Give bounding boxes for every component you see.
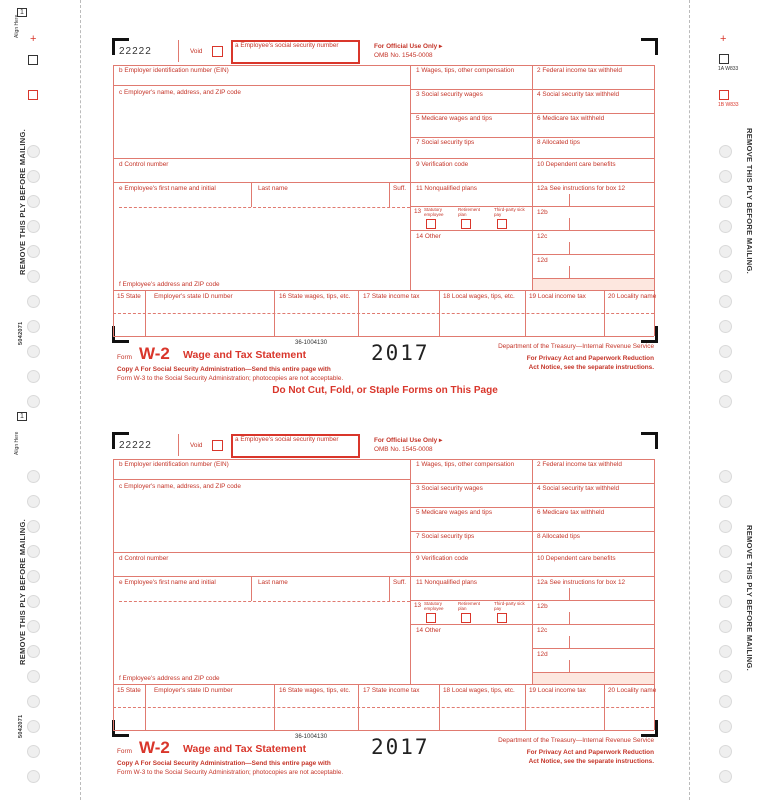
align-box-1b (719, 90, 729, 100)
grid-line (251, 576, 252, 601)
grid-line (410, 576, 654, 577)
tax-year: 2017 (371, 341, 430, 365)
tractor-hole (719, 520, 732, 533)
code-divider (569, 612, 570, 624)
tractor-hole (719, 345, 732, 358)
tractor-hole (27, 695, 40, 708)
tractor-hole (27, 620, 40, 633)
grid-line (525, 290, 526, 336)
ssn-label: a Employee's social security number (235, 42, 339, 49)
align-here-label: Align Here (14, 431, 20, 455)
tractor-hole (27, 270, 40, 283)
employee-address-label: f Employee's address and ZIP code (119, 675, 220, 682)
box-10-label: 10 Dependent care benefits (537, 161, 616, 168)
grid-line (410, 113, 654, 114)
crosshair-icon: + (30, 33, 37, 45)
box-20-label: 20 Locality name (608, 687, 657, 694)
tractor-hole (27, 670, 40, 683)
registration-corner (641, 326, 658, 343)
do-not-cut-notice: Do Not Cut, Fold, or Staple Forms on This Page (272, 385, 498, 396)
tractor-hole (27, 245, 40, 258)
shaded-area (533, 279, 654, 290)
tractor-hole (27, 145, 40, 158)
grid-line (113, 576, 410, 577)
grid-line (113, 290, 654, 291)
grid-line (389, 182, 390, 207)
box-7-label: 7 Social security tips (416, 139, 475, 146)
grid-line (113, 459, 114, 730)
grid-line (439, 290, 440, 336)
box-10-label: 10 Dependent care benefits (537, 555, 616, 562)
tractor-hole (27, 470, 40, 483)
box-18-label: 18 Local wages, tips, etc. (443, 293, 515, 300)
box-17-label: 17 State income tax (363, 293, 420, 300)
statutory-checkbox[interactable] (426, 219, 436, 229)
ssn-label: a Employee's social security number (235, 436, 339, 443)
form-name: W-2 (139, 344, 170, 363)
tractor-hole (719, 245, 732, 258)
grid-line (410, 459, 411, 684)
grid-line (113, 65, 114, 336)
control-code: 22222 (119, 440, 152, 451)
registration-corner (641, 720, 658, 737)
align-box-1a (719, 54, 729, 64)
form-word: Form (117, 748, 132, 755)
grid-line (604, 684, 605, 730)
tractor-hole (719, 770, 732, 783)
box-11-label: 11 Nonqualified plans (416, 579, 477, 586)
tractor-hole (719, 720, 732, 733)
employee-last-name-label: Last name (258, 185, 288, 192)
grid-line (410, 624, 654, 625)
dashed-line (119, 601, 410, 602)
box-5-label: 5 Medicare wages and tips (416, 509, 493, 516)
grid-line (113, 459, 654, 460)
tractor-hole (27, 395, 40, 408)
copy-number: 1 (17, 412, 27, 421)
grid-line (410, 507, 654, 508)
registration-corner (641, 38, 658, 55)
employee-first-name-label: e Employee's first name and initial (119, 185, 216, 192)
grid-line (532, 459, 533, 684)
w2-form-copy-top (113, 38, 658, 418)
tractor-hole (719, 595, 732, 608)
grid-line (410, 206, 654, 207)
copy-number: 1 (17, 8, 27, 17)
form-title: Wage and Tax Statement (183, 743, 307, 755)
grid-line (410, 483, 654, 484)
code-divider (569, 242, 570, 254)
box-1-label: 1 Wages, tips, other compensation (416, 67, 515, 74)
tractor-hole (27, 295, 40, 308)
code-divider (569, 218, 570, 230)
box-4-label: 4 Social security tax withheld (537, 485, 620, 492)
code-divider (569, 194, 570, 206)
align-here-label: Align Here (14, 14, 20, 38)
official-use-label: For Official Use Only ▸ (374, 43, 443, 50)
box-20-label: 20 Locality name (608, 293, 657, 300)
tractor-hole (719, 545, 732, 558)
box-2-label: 2 Federal income tax withheld (537, 461, 622, 468)
tractor-hole (719, 620, 732, 633)
employee-last-name-label: Last name (258, 579, 288, 586)
code-divider (569, 636, 570, 648)
form-word: Form (117, 354, 132, 361)
grid-line (358, 684, 359, 730)
form-code: 5042071 (18, 714, 24, 738)
copy-a-line-1: Copy A For Social Security Administration—Send this entire page with (117, 760, 331, 767)
grid-line (604, 290, 605, 336)
control-number-label: d Control number (119, 161, 169, 168)
third-party-checkbox[interactable] (497, 219, 507, 229)
third-party-checkbox[interactable] (497, 613, 507, 623)
employee-first-name-label: e Employee's first name and initial (119, 579, 216, 586)
grid-line (410, 65, 411, 290)
omb-number: OMB No. 1545-0008 (374, 52, 433, 59)
box-2-label: 2 Federal income tax withheld (537, 67, 622, 74)
tractor-hole (27, 195, 40, 208)
box-6-label: 6 Medicare tax withheld (537, 509, 605, 516)
grid-line (113, 158, 410, 159)
grid-line (410, 600, 654, 601)
remove-ply-text: REMOVE THIS PLY BEFORE MAILING. (18, 519, 27, 665)
privacy-notice-1: For Privacy Act and Paperwork Reduction (526, 749, 654, 756)
box-12b-label: 12b (537, 603, 548, 610)
employee-address-label: f Employee's address and ZIP code (119, 281, 220, 288)
tractor-hole (27, 220, 40, 233)
align-box-1b-label: 1B W833 (718, 102, 739, 108)
tractor-hole (719, 195, 732, 208)
code-divider (569, 588, 570, 600)
control-code: 22222 (119, 46, 152, 57)
code-divider (569, 660, 570, 672)
tractor-hole (719, 495, 732, 508)
box-12d-label: 12d (537, 651, 548, 658)
grid-line (113, 182, 410, 183)
box-9-label: 9 Verification code (416, 161, 469, 168)
void-checkbox[interactable] (212, 46, 223, 57)
tractor-hole (27, 520, 40, 533)
box-11-label: 11 Nonqualified plans (416, 185, 477, 192)
grid-line (532, 254, 654, 255)
box-12c-label: 12c (537, 233, 548, 240)
right-tractor-strip (689, 0, 770, 800)
tractor-hole (27, 645, 40, 658)
grid-line (410, 158, 654, 159)
box-7-label: 7 Social security tips (416, 533, 475, 540)
registration-corner (641, 432, 658, 449)
box-5-label: 5 Medicare wages and tips (416, 115, 493, 122)
grid-line (113, 479, 410, 480)
grid-line (532, 65, 533, 290)
tractor-hole (719, 320, 732, 333)
box-18-label: 18 Local wages, tips, etc. (443, 687, 515, 694)
w2-form-copy-bottom (113, 432, 658, 812)
align-box-1a (28, 55, 38, 65)
form-code: 5042071 (18, 321, 24, 345)
box-12d-label: 12d (537, 257, 548, 264)
box-14-label: 14 Other (416, 233, 441, 240)
box-15-id-label: Employer's state ID number (154, 293, 233, 300)
box-13-label: 13 (414, 208, 422, 215)
treasury-dept: Department of the Treasury—Internal Revenue Service (498, 737, 654, 744)
box-8-label: 8 Allocated tips (537, 139, 580, 146)
dashed-line (119, 207, 410, 208)
box-8-label: 8 Allocated tips (537, 533, 580, 540)
box-3-label: 3 Social security wages (416, 91, 483, 98)
tractor-hole (27, 770, 40, 783)
box-15-state-label: 15 State (117, 687, 141, 694)
grid-line (113, 65, 654, 66)
catalog-number: 36-1004130 (295, 734, 328, 740)
box-19-label: 19 Local income tax (529, 687, 586, 694)
employee-suffix-label: Suff. (393, 579, 407, 586)
grid-line (274, 684, 275, 730)
statutory-label: Statutory employee (424, 207, 444, 217)
statutory-label: Statutory employee (424, 601, 444, 611)
tax-year: 2017 (371, 735, 430, 759)
form-title: Wage and Tax Statement (183, 349, 307, 361)
grid-line (410, 230, 654, 231)
tractor-hole (719, 145, 732, 158)
box-1-label: 1 Wages, tips, other compensation (416, 461, 515, 468)
box-3-label: 3 Social security wages (416, 485, 483, 492)
tractor-hole (27, 595, 40, 608)
omb-number: OMB No. 1545-0008 (374, 446, 433, 453)
grid-line (358, 290, 359, 336)
box-12a-label: 12a See instructions for box 12 (537, 185, 626, 192)
grid-line (145, 290, 146, 336)
left-tractor-strip (0, 0, 81, 800)
tractor-hole (719, 220, 732, 233)
tractor-hole (719, 470, 732, 483)
box-15-state-label: 15 State (117, 293, 141, 300)
tractor-hole (719, 645, 732, 658)
employer-name-label: c Employer's name, address, and ZIP code (119, 89, 241, 96)
box-16-label: 16 State wages, tips, etc. (279, 687, 351, 694)
grid-line (410, 552, 654, 553)
tractor-hole (27, 745, 40, 758)
official-use-label: For Official Use Only ▸ (374, 437, 443, 444)
void-label: Void (190, 48, 203, 55)
shaded-area (533, 673, 654, 684)
box-15-id-label: Employer's state ID number (154, 687, 233, 694)
grid-line (113, 684, 654, 685)
void-checkbox[interactable] (212, 440, 223, 451)
copy-a-line-1: Copy A For Social Security Administration—Send this entire page with (117, 366, 331, 373)
tractor-hole (719, 745, 732, 758)
dashed-line (113, 313, 654, 314)
control-number-label: d Control number (119, 555, 169, 562)
align-box-1b (28, 90, 38, 100)
tractor-hole (27, 720, 40, 733)
employee-suffix-label: Suff. (393, 185, 407, 192)
divider (178, 40, 179, 62)
third-party-label: Third-party sick pay (494, 601, 525, 611)
employer-name-label: c Employer's name, address, and ZIP code (119, 483, 241, 490)
tractor-hole (27, 320, 40, 333)
grid-line (532, 648, 654, 649)
remove-ply-text: REMOVE THIS PLY BEFORE MAILING. (745, 525, 754, 671)
tractor-hole (27, 170, 40, 183)
box-9-label: 9 Verification code (416, 555, 469, 562)
dashed-line (113, 707, 654, 708)
grid-line (439, 684, 440, 730)
privacy-notice-2: Act Notice, see the separate instructions. (528, 364, 654, 371)
remove-ply-text: REMOVE THIS PLY BEFORE MAILING. (18, 129, 27, 275)
code-divider (569, 266, 570, 278)
box-4-label: 4 Social security tax withheld (537, 91, 620, 98)
tractor-hole (719, 170, 732, 183)
grid-line (274, 290, 275, 336)
crosshair-icon: + (720, 33, 727, 45)
tractor-hole (719, 570, 732, 583)
grid-line (525, 684, 526, 730)
box-12a-label: 12a See instructions for box 12 (537, 579, 626, 586)
ein-label: b Employer identification number (EIN) (119, 67, 229, 74)
tractor-hole (27, 370, 40, 383)
registration-corner (112, 720, 129, 737)
box-12c-label: 12c (537, 627, 548, 634)
retirement-checkbox[interactable] (461, 219, 471, 229)
grid-line (389, 576, 390, 601)
align-box-1a-label: 1A W833 (718, 66, 739, 72)
box-19-label: 19 Local income tax (529, 293, 586, 300)
tractor-hole (719, 370, 732, 383)
grid-line (410, 89, 654, 90)
copy-a-line-2: Form W-3 to the Social Security Administration; photocopies are not acceptable. (117, 769, 344, 776)
grid-line (410, 182, 654, 183)
remove-ply-text: REMOVE THIS PLY BEFORE MAILING. (745, 128, 754, 274)
third-party-label: Third-party sick pay (494, 207, 525, 217)
tractor-hole (719, 270, 732, 283)
grid-line (410, 137, 654, 138)
tractor-hole (27, 345, 40, 358)
tractor-hole (27, 570, 40, 583)
box-12b-label: 12b (537, 209, 548, 216)
grid-line (113, 552, 410, 553)
tractor-hole (719, 695, 732, 708)
box-16-label: 16 State wages, tips, etc. (279, 293, 351, 300)
grid-line (113, 730, 654, 731)
grid-line (145, 684, 146, 730)
box-17-label: 17 State income tax (363, 687, 420, 694)
box-13-label: 13 (414, 602, 422, 609)
box-6-label: 6 Medicare tax withheld (537, 115, 605, 122)
grid-line (113, 85, 410, 86)
grid-line (251, 182, 252, 207)
void-label: Void (190, 442, 203, 449)
retirement-label: Retirement plan (458, 207, 481, 217)
copy-a-line-2: Form W-3 to the Social Security Administration; photocopies are not acceptable. (117, 375, 344, 382)
ein-label: b Employer identification number (EIN) (119, 461, 229, 468)
tractor-hole (719, 295, 732, 308)
tractor-hole (27, 545, 40, 558)
statutory-checkbox[interactable] (426, 613, 436, 623)
registration-corner (112, 326, 129, 343)
tractor-hole (719, 670, 732, 683)
tractor-hole (719, 395, 732, 408)
catalog-number: 36-1004130 (295, 340, 328, 346)
tractor-hole (27, 495, 40, 508)
treasury-dept: Department of the Treasury—Internal Revenue Service (498, 343, 654, 350)
form-name: W-2 (139, 738, 170, 757)
privacy-notice-1: For Privacy Act and Paperwork Reduction (526, 355, 654, 362)
retirement-checkbox[interactable] (461, 613, 471, 623)
grid-line (410, 531, 654, 532)
retirement-label: Retirement plan (458, 601, 481, 611)
grid-line (113, 336, 654, 337)
box-14-label: 14 Other (416, 627, 441, 634)
divider (178, 434, 179, 456)
privacy-notice-2: Act Notice, see the separate instructions. (528, 758, 654, 765)
